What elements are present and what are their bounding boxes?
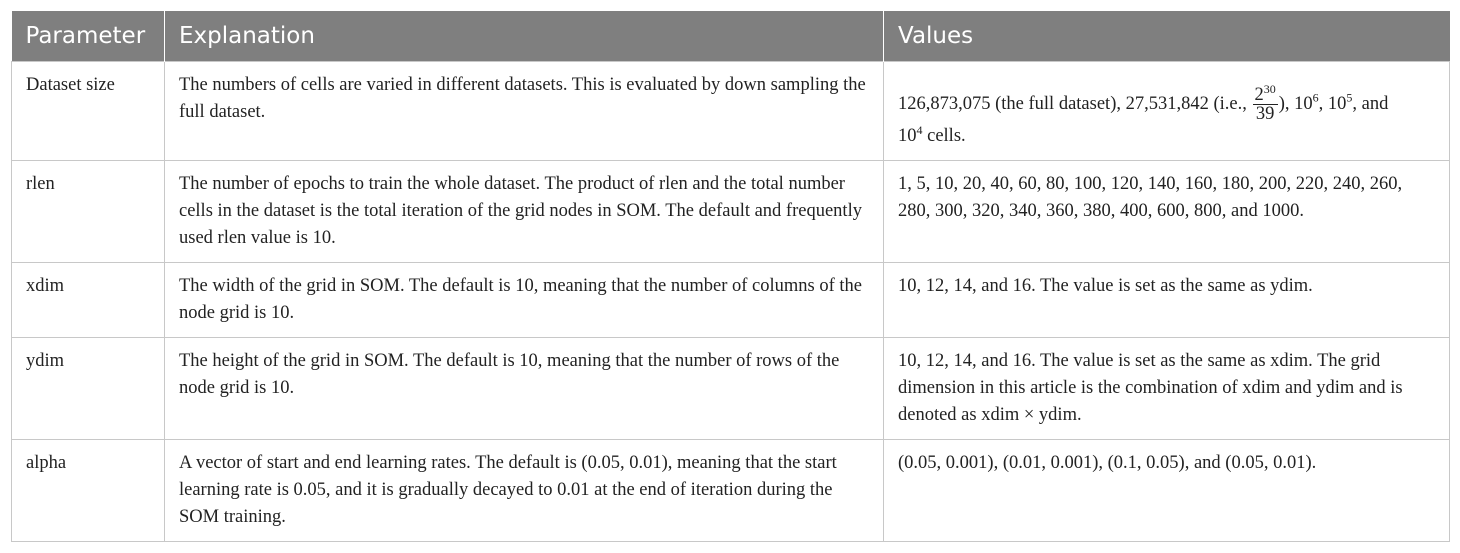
table-body (12, 61, 1450, 541)
table-row (12, 439, 1450, 541)
param-cell: alpha (12, 439, 165, 541)
table-row (12, 337, 1450, 439)
explanation-cell: A vector of start and end learning rates. The default is (0.05, 0.01), meaning that the start learning rate is 0.05, and it is gradually decayed to 0.01 at the end of iteration during the SOM training. (165, 439, 884, 541)
fraction (1253, 81, 1278, 124)
explanation-cell: The numbers of cells are varied in different datasets. This is evaluated by down sampling the full dataset. (165, 61, 884, 160)
values-text: 126,873,075 (the full dataset), 27,531,842 (i.e., (898, 93, 1252, 114)
explanation-cell: The width of the grid in SOM. The default is 10, meaning that the number of columns of the node grid is 10. (165, 262, 884, 337)
header-values: Values (884, 11, 1450, 61)
values-cell: (0.05, 0.001), (0.01, 0.001), (0.1, 0.05), and (0.05, 0.01). (884, 439, 1450, 541)
values-cell: 10, 12, 14, and 16. The value is set as the same as ydim. (884, 262, 1450, 337)
parameter-table-container (11, 11, 1449, 542)
param-cell: ydim (12, 337, 165, 439)
values-text: 10 (898, 125, 917, 146)
table-row (12, 262, 1450, 337)
header-explanation: Explanation (165, 11, 884, 61)
values-text: ), 10 (1278, 93, 1313, 114)
param-cell: xdim (12, 262, 165, 337)
explanation-cell: The number of epochs to train the whole dataset. The product of rlen and the total number cells in the dataset is the total iteration of the grid nodes in SOM. The default and frequently used rlen value is 10. (165, 160, 884, 262)
values-cell: 10, 12, 14, and 16. The value is set as the same as xdim. The grid dimension in this article is the combination of xdim and ydim and is denoted as xdim × ydim. (884, 337, 1450, 439)
exponent: 4 (916, 122, 923, 137)
values-cell: 1, 5, 10, 20, 40, 60, 80, 100, 120, 140, 160, 180, 200, 220, 240, 260, 280, 300, 320, 340, 360, 380, 400, 600, 800, and 1000. (884, 160, 1450, 262)
values-text: , and (1352, 93, 1389, 114)
explanation-cell: The height of the grid in SOM. The default is 10, meaning that the number of rows of the node grid is 10. (165, 337, 884, 439)
numerator-base: 2 (1254, 84, 1264, 105)
numerator-exponent: 30 (1263, 81, 1276, 96)
header-parameter: Parameter (12, 11, 165, 61)
values-cell (884, 61, 1450, 160)
fraction-denominator: 39 (1255, 103, 1275, 124)
values-text: , 10 (1318, 93, 1347, 114)
table-header (12, 11, 1450, 61)
parameter-table (11, 11, 1450, 542)
param-cell: rlen (12, 160, 165, 262)
table-row (12, 160, 1450, 262)
exponent: 6 (1312, 90, 1319, 105)
values-text: cells. (922, 125, 966, 146)
header-row (12, 11, 1450, 61)
param-cell: Dataset size (12, 61, 165, 160)
fraction-numerator (1253, 81, 1278, 105)
table-row (12, 61, 1450, 160)
exponent: 5 (1346, 90, 1353, 105)
